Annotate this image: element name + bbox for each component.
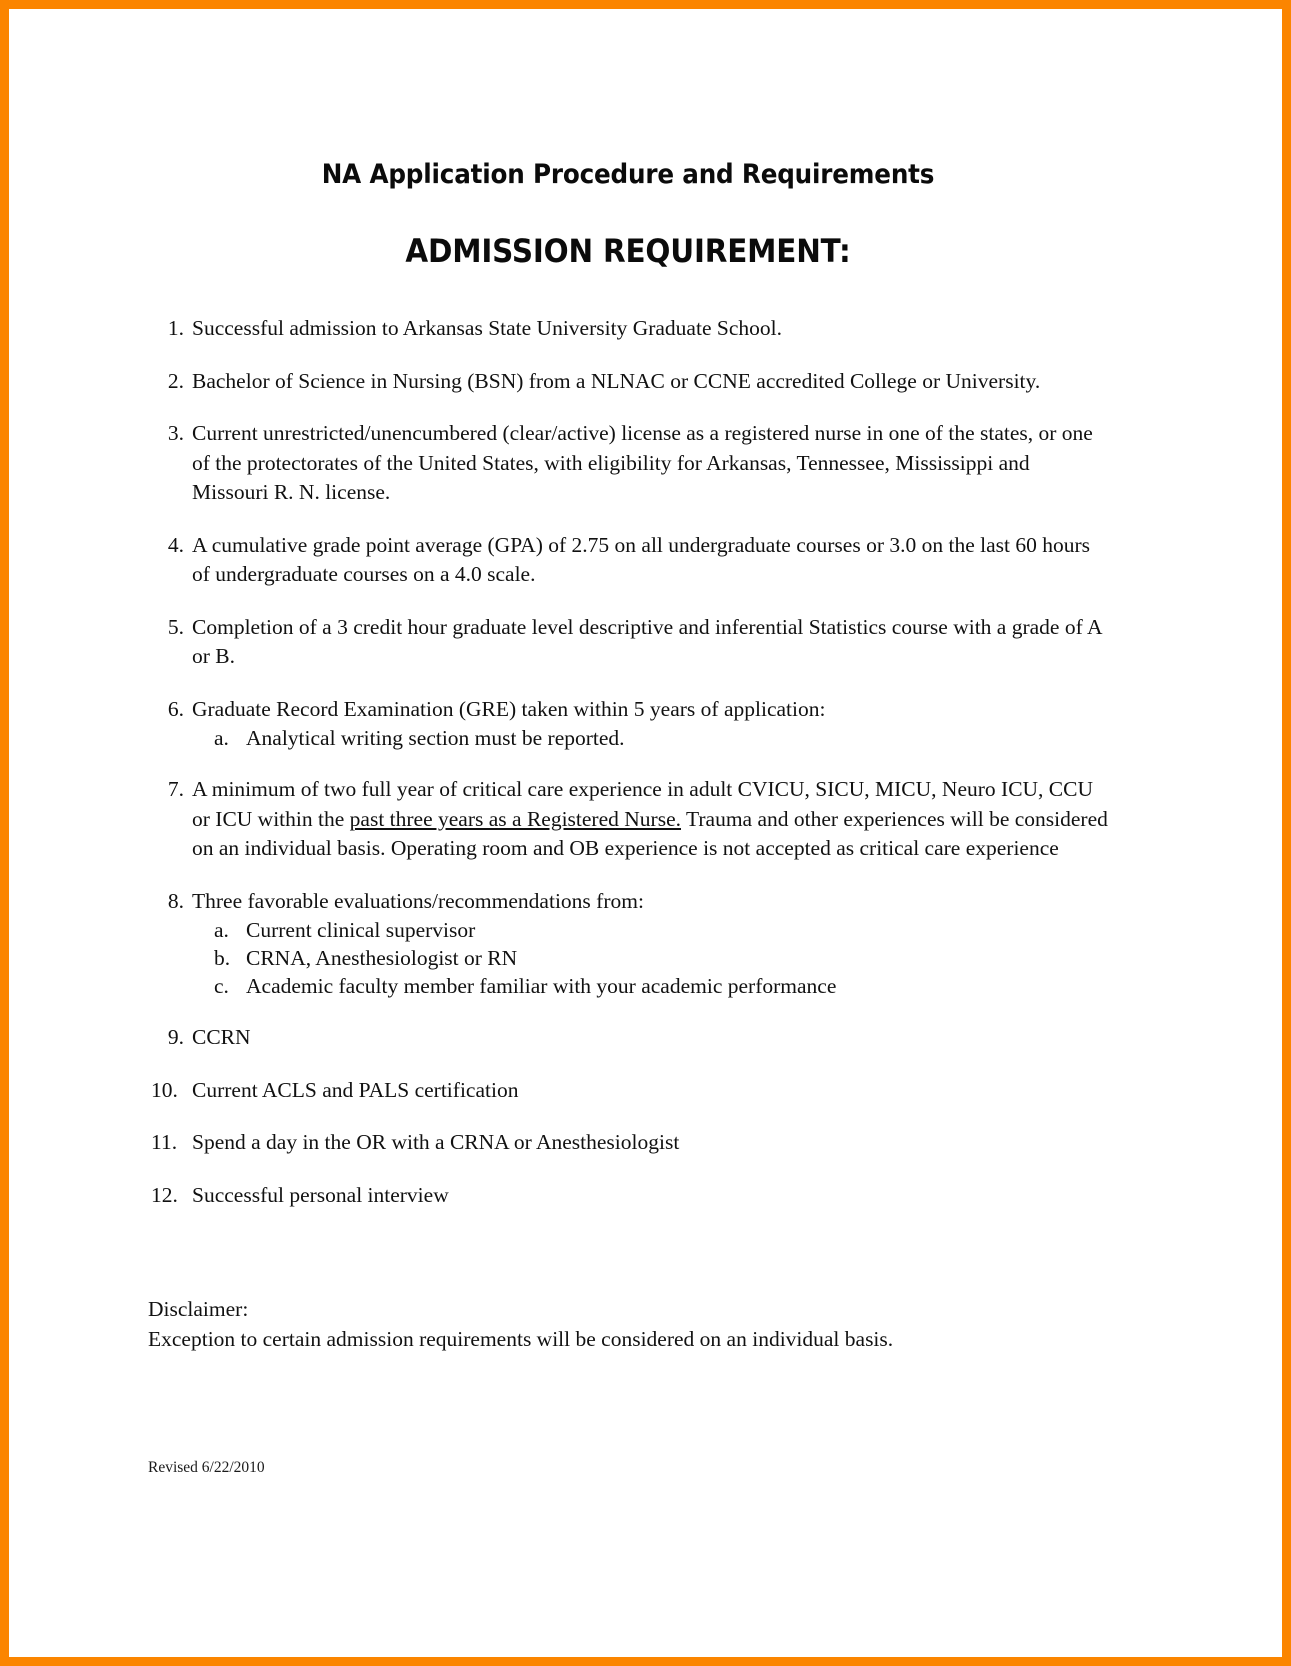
revision-note: Revised 6/22/2010 — [148, 1459, 265, 1476]
disclaimer-label: Disclaimer: — [148, 1297, 249, 1321]
requirement-item-1 — [148, 314, 1108, 344]
requirement-number: 2. — [167, 368, 184, 393]
page-border-top — [0, 0, 1291, 9]
requirement-text-after-underline: Trauma and other experiences will be considered on an individual basis. Operating room and OB experience is not accepted as critical care experience — [192, 806, 1108, 860]
requirement-number: 4. — [167, 532, 184, 557]
title-block — [148, 9, 1108, 270]
requirement-item-8 — [148, 887, 1108, 1001]
subitem-label: b. — [214, 946, 231, 970]
page-paper — [9, 9, 1282, 1657]
requirement-text: CCRN — [192, 1025, 251, 1049]
subitem-label: c. — [214, 974, 229, 998]
requirement-text: Graduate Record Examination (GRE) taken within 5 years of application: — [192, 696, 826, 721]
subitem-text: Analytical writing section must be reported. — [246, 726, 625, 750]
requirement-item-4 — [148, 531, 1108, 590]
requirement-text: Current ACLS and PALS certification — [192, 1077, 519, 1102]
requirement-item-9 — [148, 1023, 1108, 1053]
requirement-text: Current unrestricted/unencumbered (clear/active) license as a registered nurse in one of the states, or one of the protectorates of the United States, with eligibility for Arkansas, Tennessee, Mississippi and Missouri R. N. license. — [192, 421, 1093, 504]
requirement-text: A cumulative grade point average (GPA) of 2.75 on all undergraduate courses or 3.0 on the last 60 hours of undergraduate courses on a 4.0 scale. — [192, 532, 1091, 586]
requirement-number: 10. — [151, 1077, 178, 1102]
requirement-number: 12. — [151, 1182, 178, 1207]
requirement-number: 5. — [167, 614, 184, 639]
subitem-text: CRNA, Anesthesiologist or RN — [246, 946, 518, 970]
page-border-left — [0, 0, 9, 1666]
requirement-text: Spend a day in the OR with a CRNA or Anesthesiologist — [192, 1130, 680, 1154]
requirement-item-6 — [148, 695, 1108, 753]
requirement-item-5 — [148, 613, 1108, 672]
requirement-text — [192, 775, 1108, 864]
requirement-text: Successful personal interview — [192, 1182, 449, 1207]
requirement-text: Three favorable evaluations/recommendations from: — [192, 888, 644, 913]
subitem-label: a. — [214, 726, 229, 750]
requirement-number: 6. — [167, 696, 184, 721]
requirement-subitem — [192, 916, 1108, 944]
section-heading-admission-requirement: ADMISSION REQUIREMENT: — [405, 232, 851, 270]
requirements-list — [148, 314, 1108, 1210]
requirement-number: 3. — [167, 421, 184, 445]
requirement-number: 9. — [167, 1025, 184, 1049]
requirement-number: 7. — [167, 777, 184, 801]
page-border-bottom — [0, 1657, 1291, 1666]
requirement-6-subitems — [192, 724, 1108, 752]
requirement-text-underlined: past three years as a Registered Nurse. — [349, 806, 681, 831]
disclaimer-block — [148, 1294, 1108, 1354]
subitem-text: Current clinical supervisor — [246, 918, 476, 942]
requirement-text: Successful admission to Arkansas State University Graduate School. — [192, 316, 782, 340]
requirement-item-2 — [148, 367, 1108, 397]
requirement-text: Completion of a 3 credit hour graduate level descriptive and inferential Statistics course with a grade of A or B. — [192, 614, 1102, 668]
disclaimer-text: Exception to certain admission requirements will be considered on an individual basis. — [148, 1327, 894, 1351]
requirement-item-12 — [148, 1181, 1108, 1211]
requirement-item-11 — [148, 1128, 1108, 1158]
page-title: NA Application Procedure and Requirements — [321, 159, 935, 190]
subitem-label: a. — [214, 918, 229, 942]
requirement-subitem — [192, 972, 1108, 1000]
document-body — [148, 9, 1108, 1478]
requirement-item-3 — [148, 419, 1108, 508]
subitem-text: Academic faculty member familiar with your academic performance — [246, 974, 837, 998]
requirement-item-7 — [148, 775, 1108, 864]
requirement-text: Bachelor of Science in Nursing (BSN) from a NLNAC or CCNE accredited College or University. — [192, 368, 1041, 393]
requirement-subitem — [192, 724, 1108, 752]
requirement-number: 8. — [167, 888, 184, 913]
requirement-subitem — [192, 944, 1108, 972]
requirement-number: 11. — [151, 1130, 178, 1154]
requirement-8-subitems — [192, 916, 1108, 1000]
page-border-right — [1282, 0, 1291, 1666]
requirement-text-before-underline: A minimum of two full year of critical care experience in adult CVICU, SICU, MICU, Neuro ICU, CCU or ICU within the — [192, 777, 1094, 831]
requirement-item-10 — [148, 1076, 1108, 1106]
requirement-number: 1. — [167, 316, 184, 340]
